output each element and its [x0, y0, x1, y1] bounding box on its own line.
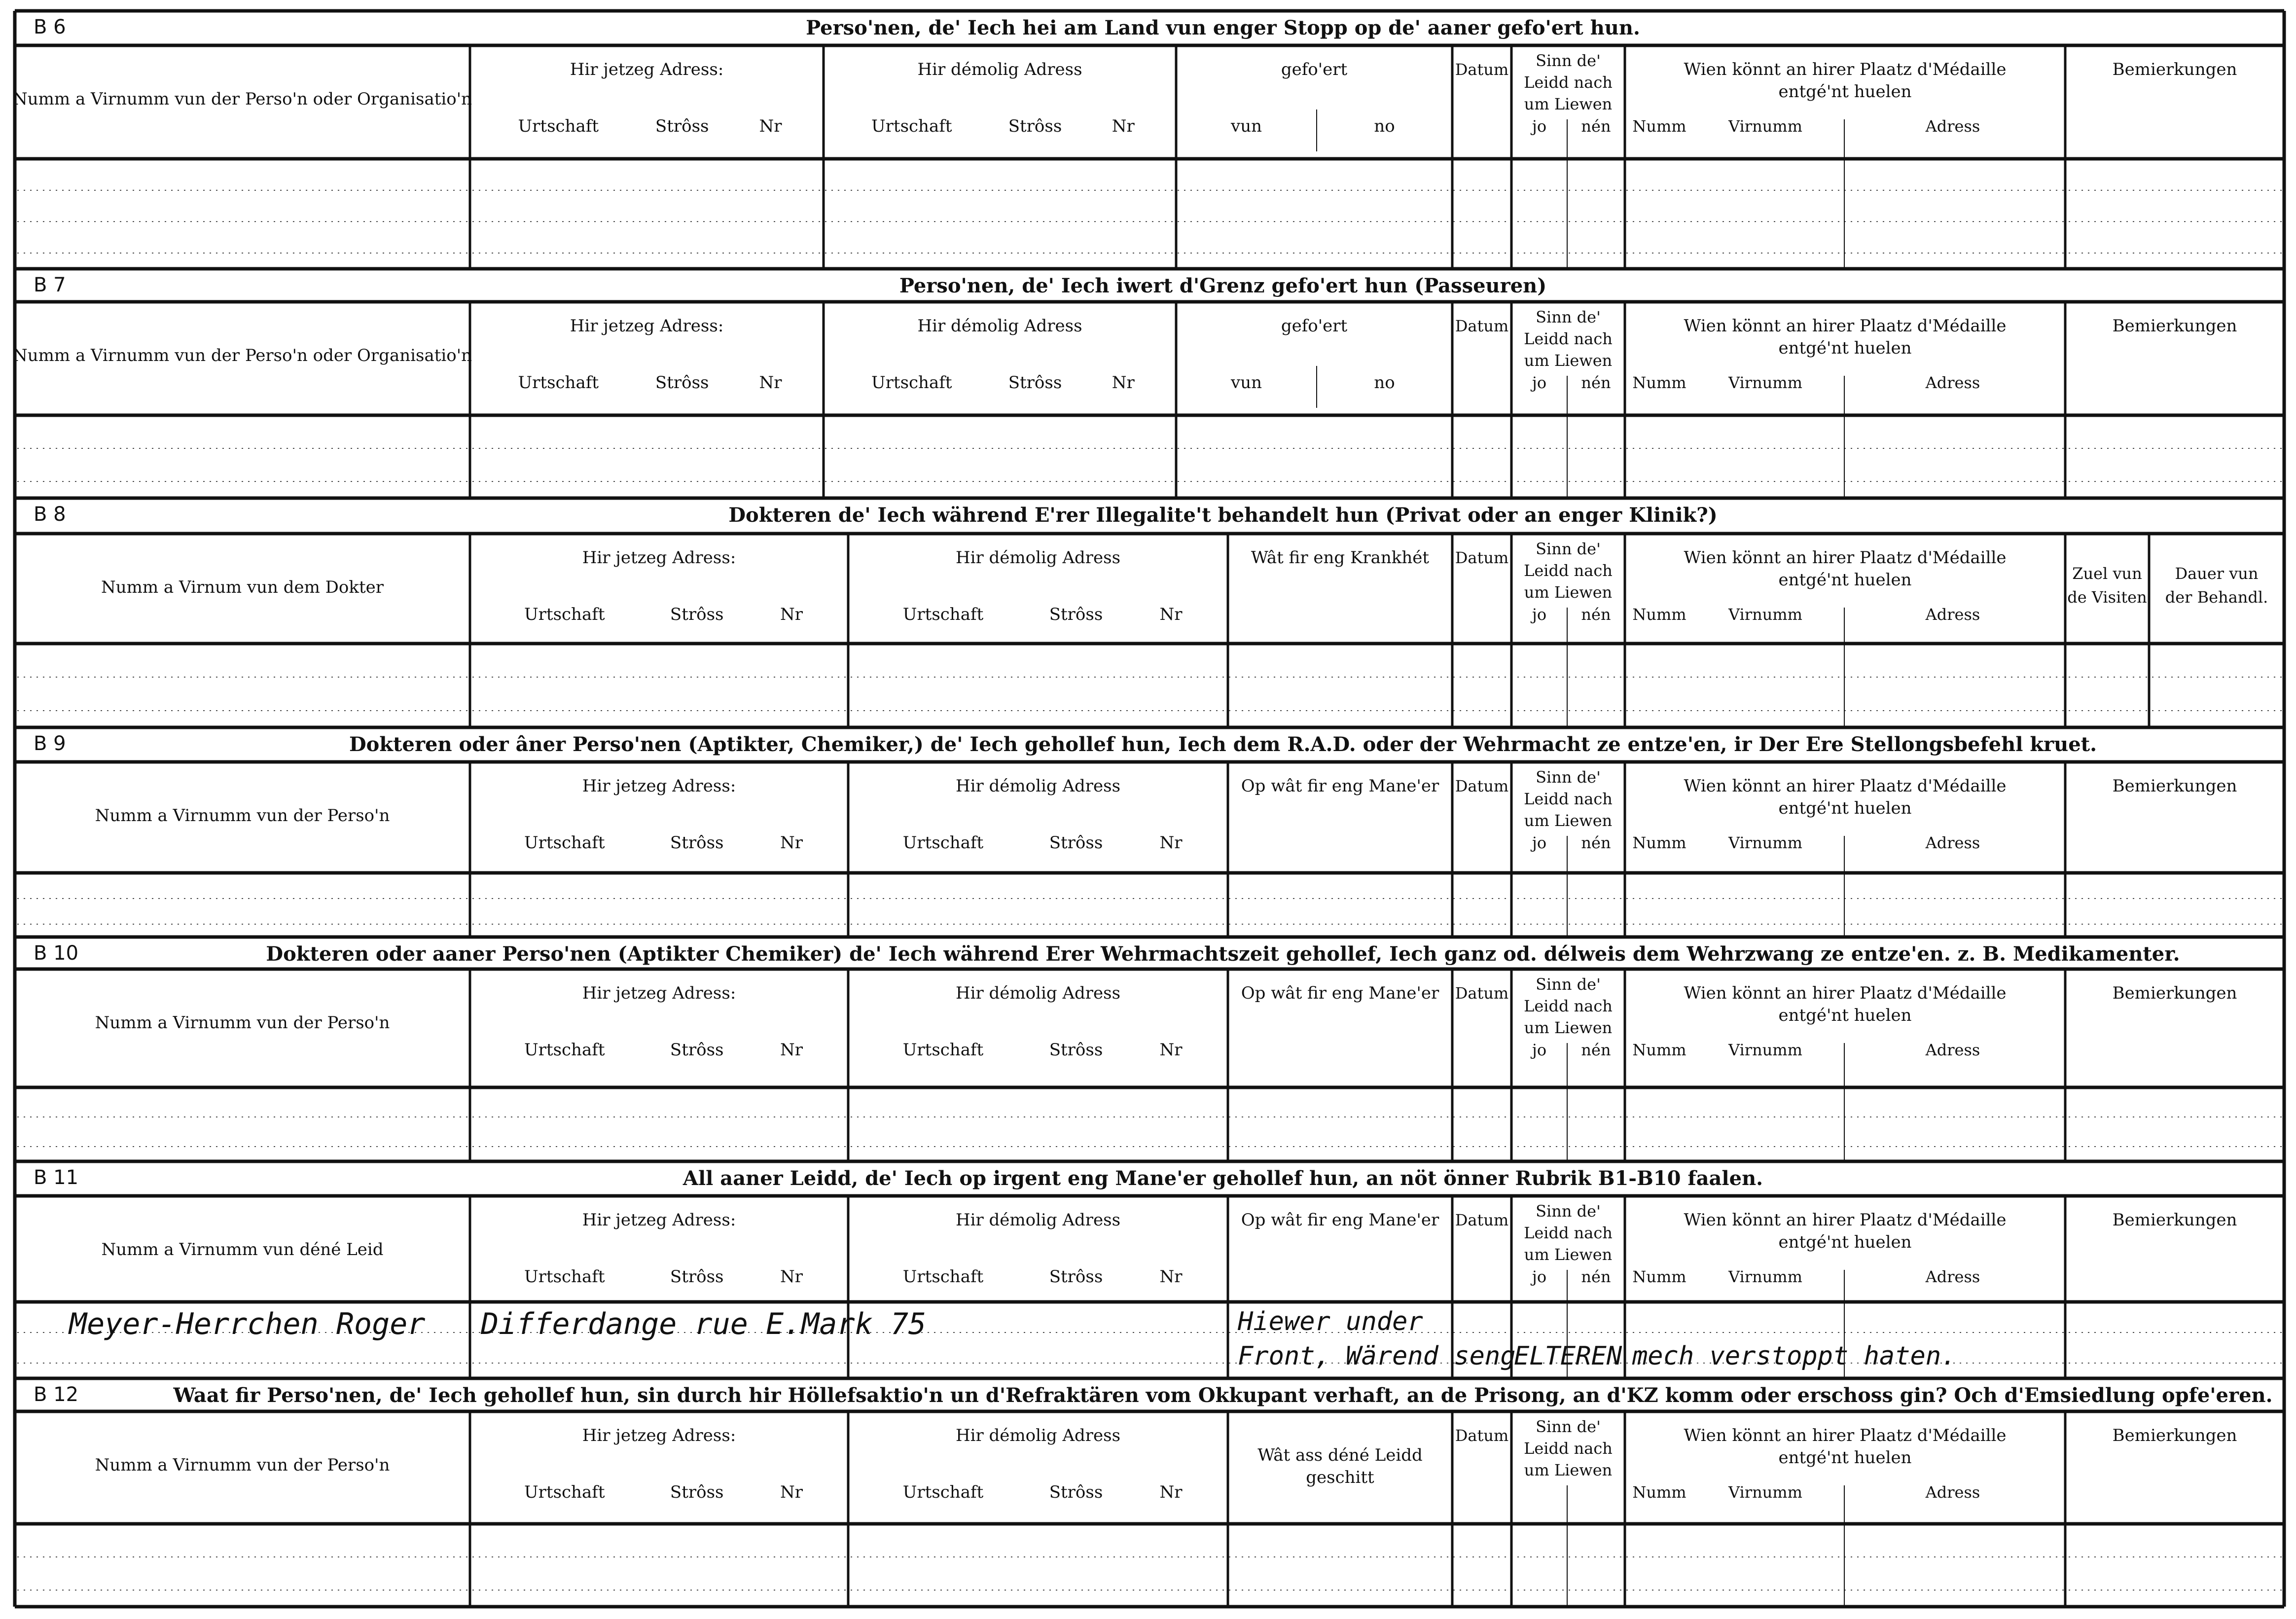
- alive-header: um Liewen: [1524, 811, 1613, 830]
- alive-header: Leidd nach: [1524, 790, 1613, 808]
- header-from: vun: [1230, 116, 1262, 136]
- date-header: Datum: [1455, 548, 1509, 567]
- what-happened-header: Wât ass déné Leidd: [1257, 1445, 1423, 1465]
- name-column-header: Numm a Virnum vun dem Dokter: [101, 577, 384, 597]
- section-code: B 12: [34, 1383, 79, 1406]
- medal-header: Wien könnt an hirer Plaatz d'Médaille: [1684, 316, 2007, 336]
- header-stross: Strôss: [1049, 1482, 1103, 1502]
- header-nr: Nr: [780, 1040, 803, 1060]
- alive-header: Leidd nach: [1524, 1223, 1613, 1242]
- medal-header: entgé'nt huelen: [1778, 570, 1912, 590]
- current-address-header: Hir jetzeg Adress:: [570, 316, 724, 336]
- alive-header: Sinn de': [1536, 308, 1601, 326]
- section-title: Dokteren oder âner Perso'nen (Aptikter, Chemiker,) de' Iech gehollef hun, Iech dem R.A.D. oder der Wehrmacht ze entze'en, ir Der Ere Stellongsbefehl kruet.: [349, 733, 2097, 756]
- header-stross: Strôss: [670, 1040, 724, 1060]
- remarks-header: Bemierkungen: [2112, 316, 2237, 336]
- name-column-header: Numm a Virnumm vun déné Leid: [101, 1240, 384, 1259]
- header-nr: Nr: [780, 833, 803, 853]
- header-stross: Strôss: [655, 116, 709, 136]
- former-address-header: Hir démolig Adress: [955, 983, 1121, 1003]
- header-nr: Nr: [1159, 1040, 1183, 1060]
- header-virnumm: Virnumm: [1728, 1041, 1802, 1059]
- header-yes: jo: [1532, 373, 1547, 392]
- medal-header: Wien könnt an hirer Plaatz d'Médaille: [1684, 548, 2007, 568]
- former-address-header: Hir démolig Adress: [917, 60, 1082, 79]
- header-no: nén: [1581, 1041, 1611, 1059]
- header-nr: Nr: [1159, 605, 1183, 624]
- header-stross: Strôss: [1008, 116, 1062, 136]
- date-header: Datum: [1455, 777, 1509, 795]
- section-code: B 11: [34, 1166, 79, 1189]
- header-nr: Nr: [1159, 1482, 1183, 1502]
- date-header: Datum: [1455, 317, 1509, 335]
- alive-header: um Liewen: [1524, 1018, 1613, 1037]
- illness-header: Wât fir eng Krankhét: [1251, 548, 1430, 568]
- section-title: Dokteren oder aaner Perso'nen (Aptikter Chemiker) de' Iech während Erer Wehrmachtszeit gehollef, Iech ganz od. délweis dem Wehrzwang ze entze'en. z. B. Medikamenter.: [266, 942, 2180, 966]
- section-code: B 10: [34, 942, 79, 965]
- header-adress: Adress: [1925, 117, 1980, 136]
- header-virnumm: Virnumm: [1728, 1267, 1802, 1286]
- what-happened-header: geschitt: [1306, 1468, 1374, 1487]
- header-virnumm: Virnumm: [1728, 117, 1802, 136]
- how-header: Op wât fir eng Mane'er: [1241, 776, 1439, 796]
- header-urtschaft: Urtschaft: [902, 1482, 984, 1502]
- alive-header: Sinn de': [1536, 768, 1601, 787]
- alive-header: Sinn de': [1536, 540, 1601, 558]
- current-address-header: Hir jetzeg Adress:: [582, 983, 736, 1003]
- section-title: Perso'nen, de' Iech hei am Land vun enger Stopp op de' aaner gefo'ert hun.: [806, 16, 1640, 39]
- header-no: nén: [1581, 373, 1611, 392]
- name-column-header: Numm a Virnumm vun der Perso'n: [95, 1013, 390, 1033]
- medal-header: Wien könnt an hirer Plaatz d'Médaille: [1684, 1210, 2007, 1230]
- header-urtschaft: Urtschaft: [518, 116, 599, 136]
- header-adress: Adress: [1925, 833, 1980, 852]
- header-adress: Adress: [1925, 1483, 1980, 1502]
- current-address-header: Hir jetzeg Adress:: [582, 548, 736, 568]
- current-address-header: Hir jetzeg Adress:: [582, 1426, 736, 1445]
- name-column-header: Numm a Virnumm vun der Perso'n: [95, 806, 390, 826]
- handwritten-address: Differdange rue E.Mark 75: [481, 1307, 927, 1341]
- alive-header: um Liewen: [1524, 351, 1613, 370]
- header-adress: Adress: [1925, 1267, 1980, 1286]
- section-code: B 6: [34, 16, 66, 38]
- header-nr: Nr: [780, 1482, 803, 1502]
- medal-header: entgé'nt huelen: [1778, 338, 1912, 358]
- header-no: nén: [1581, 117, 1611, 136]
- section-code: B 8: [34, 503, 66, 526]
- header-urtschaft: Urtschaft: [871, 373, 952, 393]
- header-stross: Strôss: [670, 833, 724, 853]
- remarks-header: Bemierkungen: [2112, 776, 2237, 796]
- remarks-header: Bemierkungen: [2112, 60, 2237, 79]
- handwritten-remark: mech verstoppt haten.: [1632, 1341, 1957, 1371]
- header-numm: Numm: [1632, 1267, 1686, 1286]
- section-code: B 7: [34, 274, 66, 296]
- header-urtschaft: Urtschaft: [902, 1040, 984, 1060]
- header-nr: Nr: [1159, 833, 1183, 853]
- header-nr: Nr: [759, 116, 782, 136]
- alive-header: Sinn de': [1536, 975, 1601, 994]
- section-title: Dokteren de' Iech während E'rer Illegalite't behandelt hun (Privat oder an enger Klinik?): [728, 504, 1718, 527]
- handwritten-how: Front, Wärend seng: [1238, 1341, 1516, 1371]
- section-code: B 9: [34, 732, 66, 755]
- header-urtschaft: Urtschaft: [524, 1040, 605, 1060]
- name-column-header: Numm a Virnumm vun der Perso'n oder Organisatio'n: [13, 346, 472, 365]
- remarks-header: Bemierkungen: [2112, 983, 2237, 1003]
- header-to: no: [1374, 116, 1395, 136]
- former-address-header: Hir démolig Adress: [955, 548, 1121, 568]
- header-urtschaft: Urtschaft: [524, 1267, 605, 1287]
- header-stross: Strôss: [670, 605, 724, 624]
- header-nr: Nr: [780, 605, 803, 624]
- header-yes: jo: [1532, 1041, 1547, 1059]
- alive-header: Sinn de': [1536, 51, 1601, 70]
- header-numm: Numm: [1632, 833, 1686, 852]
- visits-header: de Visiten: [2067, 588, 2147, 607]
- header-nr: Nr: [1159, 1267, 1183, 1287]
- date-header: Datum: [1455, 60, 1509, 79]
- header-numm: Numm: [1632, 1483, 1686, 1502]
- header-from: vun: [1230, 373, 1262, 393]
- header-nr: Nr: [759, 373, 782, 393]
- header-adress: Adress: [1925, 605, 1980, 624]
- handwritten-how: Hiewer under: [1238, 1307, 1423, 1336]
- how-header: Op wât fir eng Mane'er: [1241, 1210, 1439, 1230]
- header-numm: Numm: [1632, 605, 1686, 624]
- header-urtschaft: Urtschaft: [902, 1267, 984, 1287]
- medal-header: entgé'nt huelen: [1778, 1448, 1912, 1468]
- name-column-header: Numm a Virnumm vun der Perso'n: [95, 1455, 390, 1475]
- header-virnumm: Virnumm: [1728, 1483, 1802, 1502]
- header-stross: Strôss: [670, 1482, 724, 1502]
- header-nr: Nr: [1112, 373, 1135, 393]
- header-virnumm: Virnumm: [1728, 833, 1802, 852]
- visits-header: Zuel vun: [2072, 564, 2142, 583]
- medal-header: entgé'nt huelen: [1778, 82, 1912, 102]
- header-urtschaft: Urtschaft: [902, 605, 984, 624]
- header-no: nén: [1581, 1267, 1611, 1286]
- header-stross: Strôss: [1049, 1040, 1103, 1060]
- header-stross: Strôss: [1049, 1267, 1103, 1287]
- header-urtschaft: Urtschaft: [524, 833, 605, 853]
- section-title: Waat fir Perso'nen, de' Iech gehollef hun, sin durch hir Höllefsaktio'n un d'Refraktären vom Okkupant verhaft, an de Prisong, an d'KZ komm oder erschoss gin? Och d'Emsiedlung opfe'eren.: [173, 1384, 2273, 1407]
- section-title: Perso'nen, de' Iech iwert d'Grenz gefo'ert hun (Passeuren): [899, 274, 1547, 297]
- duration-header: Dauer vun: [2175, 564, 2259, 583]
- alive-header: um Liewen: [1524, 1245, 1613, 1264]
- header-virnumm: Virnumm: [1728, 605, 1802, 624]
- current-address-header: Hir jetzeg Adress:: [582, 776, 736, 796]
- header-yes: jo: [1532, 1267, 1547, 1286]
- header-urtschaft: Urtschaft: [524, 605, 605, 624]
- date-header: Datum: [1455, 1426, 1509, 1445]
- header-numm: Numm: [1632, 117, 1686, 136]
- alive-header: um Liewen: [1524, 583, 1613, 602]
- header-urtschaft: Urtschaft: [871, 116, 952, 136]
- former-address-header: Hir démolig Adress: [955, 1426, 1121, 1445]
- medal-header: Wien könnt an hirer Plaatz d'Médaille: [1684, 776, 2007, 796]
- remarks-header: Bemierkungen: [2112, 1426, 2237, 1445]
- medal-header: Wien könnt an hirer Plaatz d'Médaille: [1684, 983, 2007, 1003]
- header-no: nén: [1581, 833, 1611, 852]
- alive-header: Leidd nach: [1524, 997, 1613, 1015]
- current-address-header: Hir jetzeg Adress:: [570, 60, 724, 79]
- former-address-header: Hir démolig Adress: [955, 1210, 1121, 1230]
- header-numm: Numm: [1632, 1041, 1686, 1059]
- how-header: Op wât fir eng Mane'er: [1241, 983, 1439, 1003]
- header-stross: Strôss: [1049, 605, 1103, 624]
- header-nr: Nr: [780, 1267, 803, 1287]
- medal-header: entgé'nt huelen: [1778, 1232, 1912, 1252]
- header-stross: Strôss: [1008, 373, 1062, 393]
- medal-header: entgé'nt huelen: [1778, 798, 1912, 818]
- header-no: nén: [1581, 605, 1611, 624]
- transported-header: gefo'ert: [1281, 60, 1348, 79]
- handwritten-name: Meyer-Herrchen Roger: [69, 1307, 426, 1341]
- header-urtschaft: Urtschaft: [524, 1482, 605, 1502]
- alive-header: Leidd nach: [1524, 1439, 1613, 1458]
- header-adress: Adress: [1925, 1041, 1980, 1059]
- name-column-header: Numm a Virnumm vun der Perso'n oder Organisatio'n: [13, 89, 472, 109]
- header-to: no: [1374, 373, 1395, 393]
- alive-header: Leidd nach: [1524, 561, 1613, 580]
- header-nr: Nr: [1112, 116, 1135, 136]
- medal-header: Wien könnt an hirer Plaatz d'Médaille: [1684, 1426, 2007, 1445]
- header-stross: Strôss: [670, 1267, 724, 1287]
- header-stross: Strôss: [655, 373, 709, 393]
- duration-header: der Behandl.: [2165, 588, 2268, 607]
- medal-header: Wien könnt an hirer Plaatz d'Médaille: [1684, 60, 2007, 79]
- header-virnumm: Virnumm: [1728, 373, 1802, 392]
- former-address-header: Hir démolig Adress: [917, 316, 1082, 336]
- date-header: Datum: [1455, 1211, 1509, 1229]
- alive-header: um Liewen: [1524, 95, 1613, 113]
- handwritten-parents: ELTEREN: [1514, 1341, 1622, 1371]
- alive-header: Sinn de': [1536, 1202, 1601, 1221]
- date-header: Datum: [1455, 984, 1509, 1003]
- former-address-header: Hir démolig Adress: [955, 776, 1121, 796]
- alive-header: Sinn de': [1536, 1417, 1601, 1436]
- section-title: All aaner Leidd, de' Iech op irgent eng Mane'er gehollef hun, an nöt önner Rubrik B1-B10 faalen.: [682, 1167, 1763, 1190]
- medal-header: entgé'nt huelen: [1778, 1006, 1912, 1025]
- alive-header: um Liewen: [1524, 1461, 1613, 1479]
- header-yes: jo: [1532, 833, 1547, 852]
- alive-header: Leidd nach: [1524, 329, 1613, 348]
- header-stross: Strôss: [1049, 833, 1103, 853]
- current-address-header: Hir jetzeg Adress:: [582, 1210, 736, 1230]
- alive-header: Leidd nach: [1524, 73, 1613, 92]
- header-urtschaft: Urtschaft: [518, 373, 599, 393]
- header-yes: jo: [1532, 117, 1547, 136]
- header-numm: Numm: [1632, 373, 1686, 392]
- header-adress: Adress: [1925, 373, 1980, 392]
- header-yes: jo: [1532, 605, 1547, 624]
- transported-header: gefo'ert: [1281, 316, 1348, 336]
- remarks-header: Bemierkungen: [2112, 1210, 2237, 1230]
- header-urtschaft: Urtschaft: [902, 833, 984, 853]
